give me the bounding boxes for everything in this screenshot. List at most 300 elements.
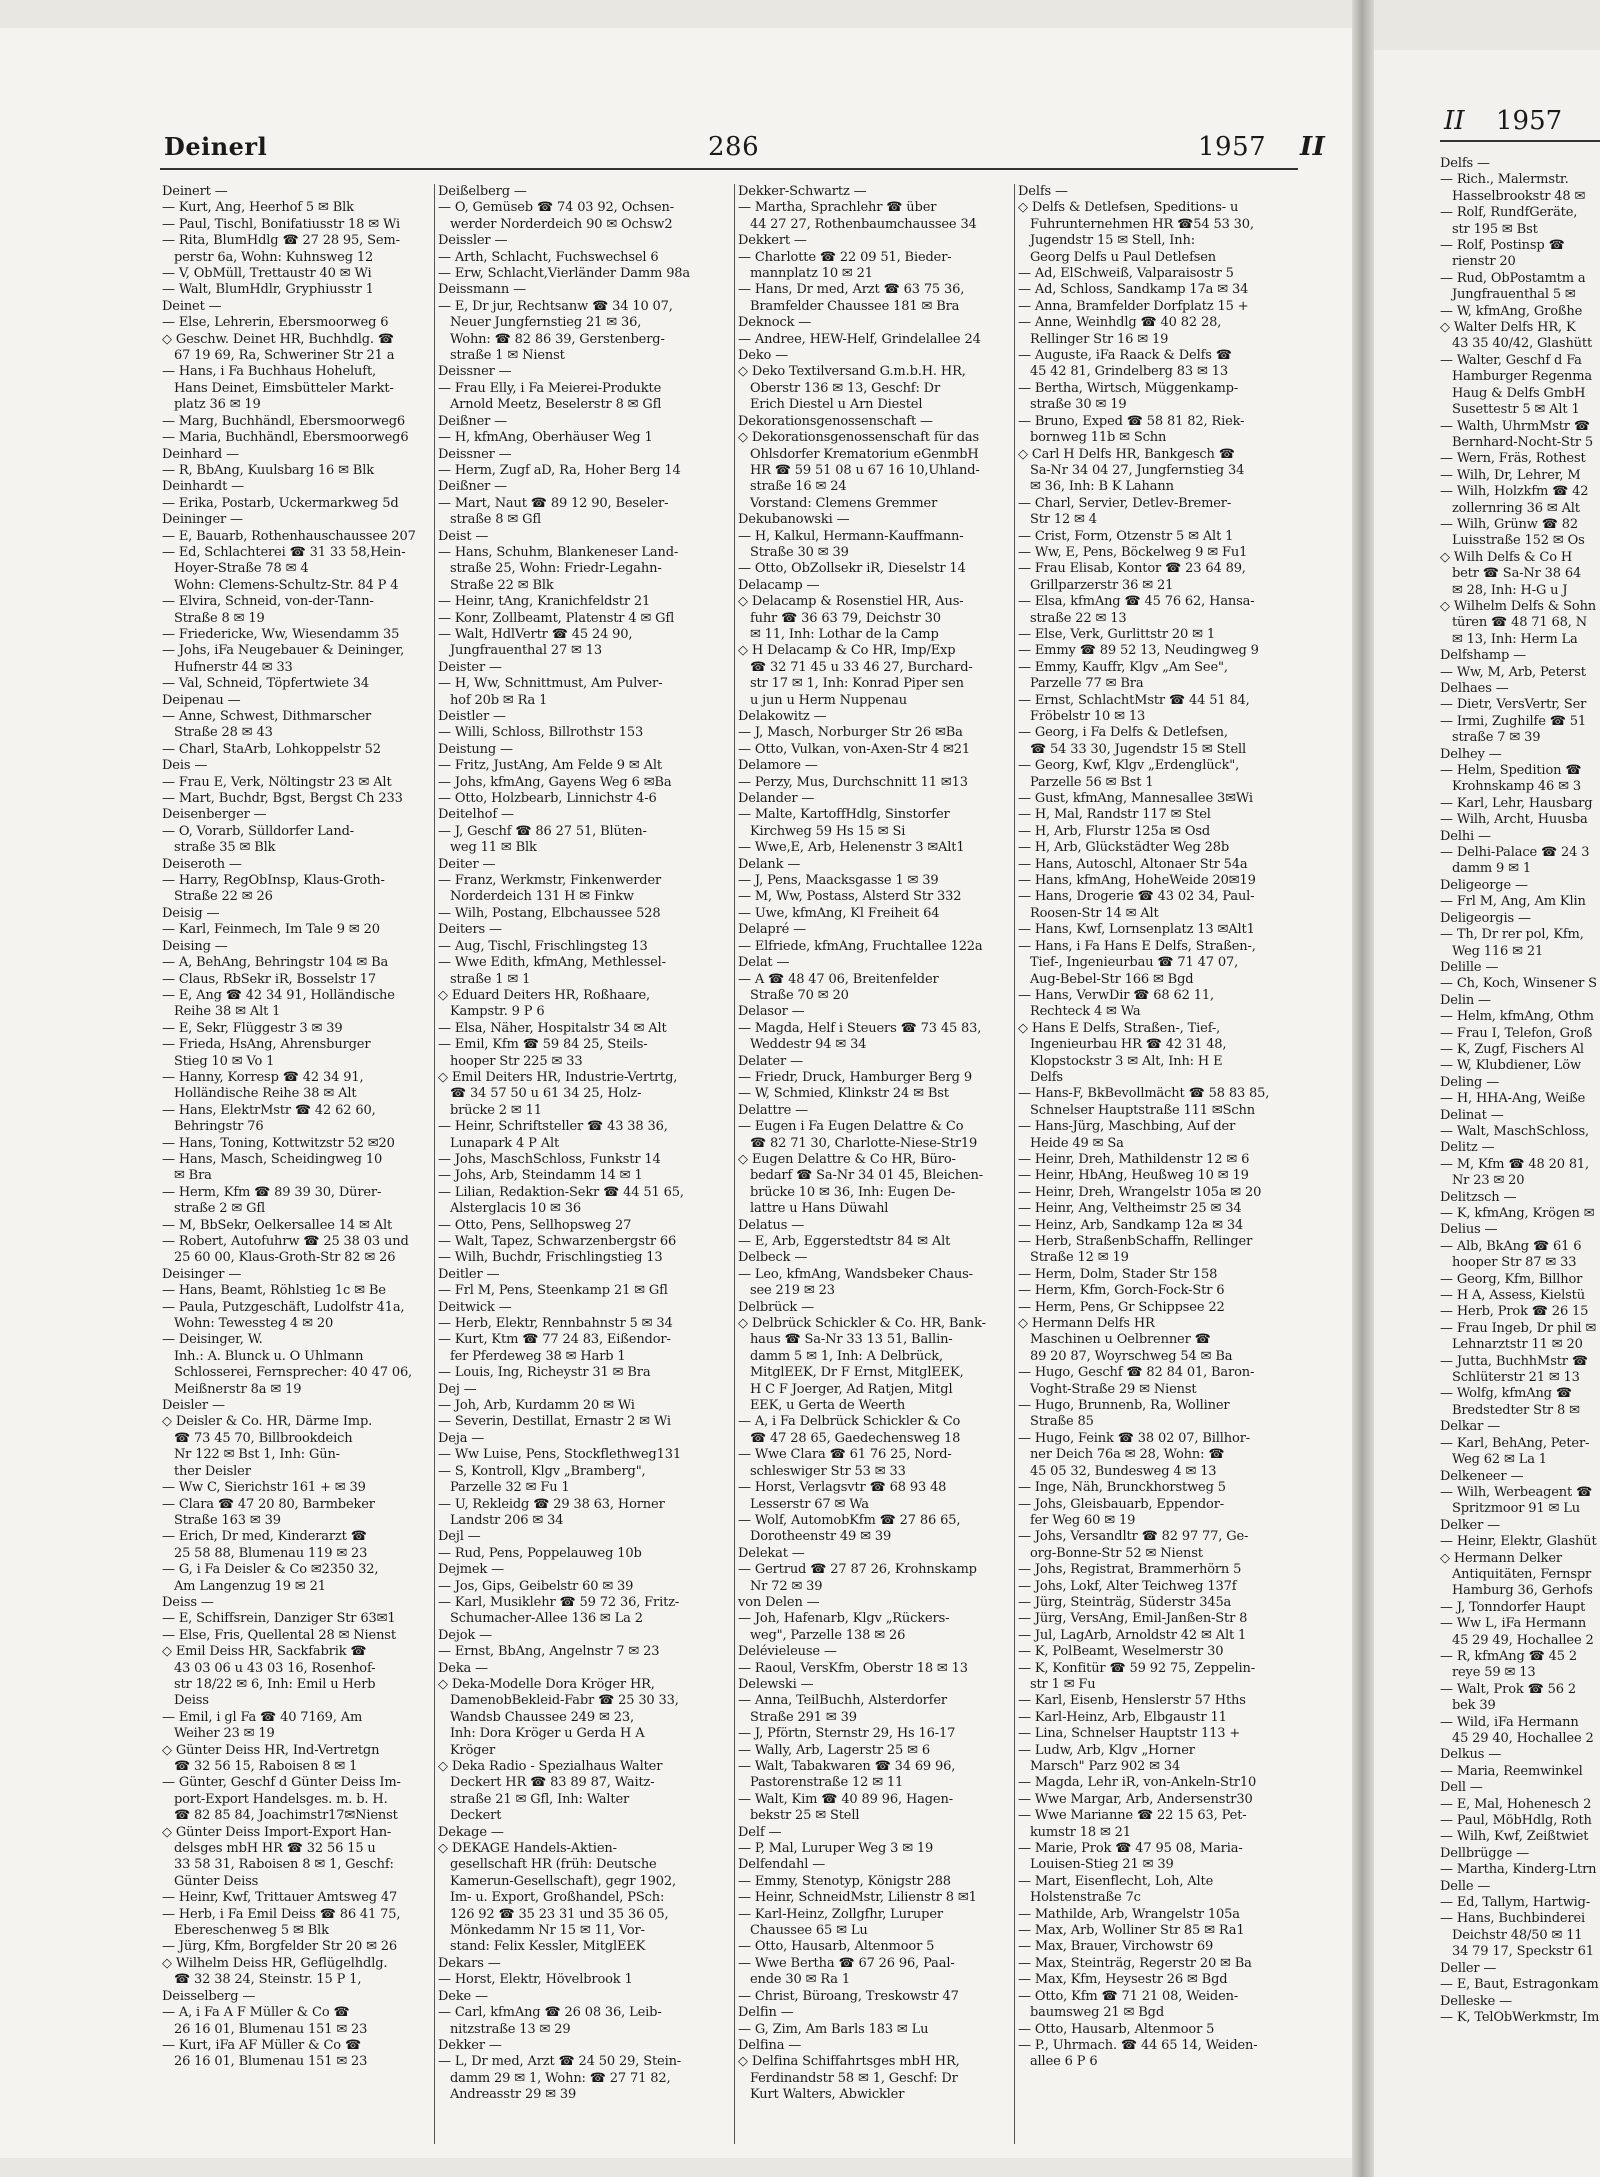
directory-entry-line: Delkar — [1440, 1419, 1501, 1435]
directory-entry-line: hooper Str 225 ✉ 33 [438, 1053, 583, 1069]
directory-entry-line: Deinet — [162, 298, 222, 314]
directory-entry-line: Hans Deinet, Eimsbütteler Markt- [162, 380, 394, 396]
directory-entry-line: str 1 ✉ Fu [1018, 1676, 1096, 1692]
directory-entry-line: — E, Dr jur, Rechtsanw ☎ 34 10 07, [438, 298, 673, 314]
directory-entry-line: — Jürg, VersAng, Emil-Janßen-Str 8 [1018, 1611, 1248, 1627]
directory-entry-line: Deligeorge — [1440, 877, 1528, 893]
directory-entry-line: — Walt, HdlVertr ☎ 45 24 90, [438, 626, 633, 642]
directory-entry-line: — Otto, Holzbearb, Linnichstr 4-6 [438, 791, 657, 807]
directory-entry-line: — Ww, M, Arb, Peterst [1440, 664, 1586, 680]
directory-entry-line: — A ☎ 48 47 06, Breitenfelder [738, 971, 939, 987]
page-number: 286 [708, 132, 760, 162]
directory-entry-line: — H, Arb, Flurstr 125a ✉ Osd [1018, 823, 1211, 839]
directory-entry-line: — Carl, kfmAng ☎ 26 08 36, Leib- [438, 2005, 662, 2021]
column-divider [734, 184, 735, 2144]
directory-entry-line: — E, Sekr, Flüggestr 3 ✉ 39 [162, 1020, 343, 1036]
directory-entry-line: ◇ Eduard Deiters HR, Roßhaare, [438, 987, 651, 1003]
directory-entry-line: ✉ 13, Inh: Herm La [1440, 631, 1578, 647]
directory-entry-line: Behringstr 76 [162, 1119, 264, 1135]
directory-entry-line: Delfs — [1018, 184, 1068, 199]
directory-entry-line: — Val, Schneid, Töpfertwiete 34 [162, 676, 370, 692]
directory-entry-line: — H, Kalkul, Hermann-Kauffmann- [738, 528, 964, 544]
directory-entry-line: — Heinz, Arb, Sandkamp 12a ✉ 34 [1018, 1217, 1244, 1233]
directory-entry-line: — Heinr, Schriftsteller ☎ 43 38 36, [438, 1119, 668, 1135]
directory-entry-line: ◇ Geschw. Deinet HR, Buchhdlg. ☎ [162, 331, 394, 347]
directory-entry-line: Deiseroth — [162, 856, 242, 872]
directory-entry-line: Delévieleuse — [738, 1644, 837, 1660]
directory-entry-line: — Ernst, SchlachtMstr ☎ 44 51 84, [1018, 692, 1250, 708]
directory-entry-line: straße 8 ✉ Gfl [438, 512, 541, 528]
directory-entry-line: — Ernst, BbAng, Angelnstr 7 ✉ 23 [438, 1644, 660, 1660]
directory-entry-line: perstr 6a, Wohn: Kuhnsweg 12 [162, 249, 374, 265]
directory-entry-line: Delbeck — [738, 1250, 808, 1266]
directory-entry-line: Delander — [738, 791, 815, 807]
directory-entry-line: Delhey — [1440, 746, 1502, 762]
directory-entry-line: — K, kfmAng, Krögen ✉ [1440, 1206, 1595, 1221]
directory-entry-line: — Mart, Eisenflecht, Loh, Alte [1018, 1873, 1214, 1889]
directory-entry-line: Dellbrügge — [1440, 1845, 1530, 1861]
directory-entry-line: 26 16 01, Blumenau 151 ✉ 23 [162, 2054, 368, 2070]
directory-entry-line: — Harry, RegObInsp, Klaus-Groth- [162, 873, 385, 889]
directory-entry-line: straße 2 ✉ Gfl [162, 1201, 265, 1217]
directory-entry-line: — Otto, ObZollsekr iR, Dieselstr 14 [738, 561, 966, 577]
directory-entry-line: see 219 ✉ 23 [738, 1283, 835, 1299]
directory-entry-line: — Frieda, HsAng, Ahrensburger [162, 1037, 371, 1053]
directory-entry-line: bornweg 11b ✉ Schn [1018, 430, 1167, 446]
directory-entry-line: Deisenberger — [162, 807, 267, 823]
directory-entry-line: Deistler — [438, 709, 506, 724]
directory-entry-line: Deling — [1440, 1074, 1500, 1090]
directory-entry-line: Wohn: Tewessteg 4 ✉ 20 [162, 1316, 334, 1332]
directory-entry-line: — H A, Assess, Kielstü [1440, 1288, 1585, 1304]
directory-entry-line: ☎ 32 56 15, Raboisen 8 ✉ 1 [162, 1759, 358, 1774]
directory-entry-line: Straße 70 ✉ 20 [738, 987, 849, 1003]
directory-entry-line: — Deisinger, W. [162, 1332, 263, 1348]
directory-entry-line: ☎ 32 71 45 u 33 46 27, Burchard- [738, 659, 973, 675]
directory-entry-line: Straße 22 ✉ Blk [438, 577, 554, 593]
directory-entry-line: — Else, Lehrerin, Ebersmoorweg 6 [162, 315, 389, 331]
directory-entry-line: — Hanny, Korresp ☎ 42 34 91, [162, 1069, 364, 1085]
directory-entry-line: — Joh, Arb, Kurdamm 20 ✉ Wi [438, 1398, 635, 1414]
directory-entry-line: — Wwe Marianne ☎ 22 15 63, Pet- [1018, 1808, 1247, 1824]
directory-entry-line: — Anna, TeilBuchh, Alsterdorfer [738, 1693, 947, 1709]
directory-entry-line: ☎ 47 28 65, Gaedechensweg 18 [738, 1430, 961, 1446]
directory-entry-line: — Herm, Pens, Gr Schippsee 22 [1018, 1299, 1225, 1315]
directory-entry-line: — Wilh, Kwf, Zeißtwiet [1440, 1829, 1589, 1845]
directory-entry-line: 45 29 40, Hochallee 2 [1440, 1731, 1594, 1746]
directory-entry-line: Dekorationsgenossenschaft — [738, 413, 933, 429]
directory-entry-line: — Hans, i Fa Buchhaus Hoheluft, [162, 364, 376, 380]
directory-entry-line: — Rolf, RundfGeräte, [1440, 205, 1578, 221]
directory-entry-line: Jungfrauenthal 27 ✉ 13 [438, 643, 603, 659]
directory-entry-line: 45 42 81, Grindelberg 83 ✉ 13 [1018, 364, 1228, 380]
directory-entry-line: — Max, Steinträg, Regerstr 20 ✉ Ba [1018, 1955, 1252, 1971]
directory-entry-line: — Karl, Musiklehr ☎ 59 72 36, Fritz- [438, 1594, 680, 1610]
directory-entry-line: — Horst, Elektr, Hövelbrook 1 [438, 1972, 633, 1988]
directory-entry-line: — Eugen i Fa Eugen Delattre & Co [738, 1119, 964, 1135]
directory-entry-line: — Lilian, Redaktion-Sekr ☎ 44 51 65, [438, 1184, 684, 1200]
directory-entry-line: — E, Bauarb, Rothenhauschaussee 207 [162, 528, 416, 544]
directory-entry-line: Delhaes — [1440, 681, 1509, 696]
directory-entry-line: — Marie, Prok ☎ 47 95 08, Maria- [1018, 1841, 1243, 1857]
directory-entry-line: — Crist, Form, Otzenstr 5 ✉ Alt 1 [1018, 528, 1234, 544]
directory-entry-line: Delille — [1440, 959, 1499, 975]
directory-entry-line: — Heinr, Elektr, Glashüt [1440, 1534, 1597, 1550]
directory-entry-line: haus ☎ Sa-Nr 33 13 51, Ballin- [738, 1332, 953, 1348]
directory-entry-line: Straße 163 ✉ 39 [162, 1512, 281, 1528]
directory-entry-line: — H, kfmAng, Oberhäuser Weg 1 [438, 430, 653, 446]
directory-entry-line: Delkeneer — [1440, 1468, 1524, 1484]
directory-column-3 [738, 184, 1006, 2144]
directory-entry-line: — Elvira, Schneid, von-der-Tann- [162, 594, 374, 610]
directory-entry-line: — Elfriede, kfmAng, Fruchtallee 122a [738, 938, 983, 954]
directory-entry-line: Lunapark 4 P Alt [438, 1135, 560, 1151]
directory-entry-line: Vorstand: Clemens Gremmer [738, 495, 938, 511]
directory-column-2 [438, 184, 706, 2144]
directory-entry-line: — Wwe,E, Arb, Helenenstr 3 ✉Alt1 [738, 840, 965, 856]
directory-entry-line: ther Deisler [162, 1463, 251, 1479]
directory-entry-line: — Max, Arb, Wolliner Str 85 ✉ Ra1 [1018, 1923, 1245, 1939]
directory-entry-line: — Max, Brauer, Virchowstr 69 [1018, 1939, 1214, 1955]
directory-entry-line: — Rud, ObPostamtm a [1440, 270, 1586, 286]
directory-entry-line: — Elsa, kfmAng ☎ 45 76 62, Hansa- [1018, 594, 1255, 610]
directory-entry-line: — Helm, Spedition ☎ [1440, 763, 1582, 779]
directory-page-right [1374, 50, 1600, 2177]
directory-entry-line: ✉ 36, Inh: B K Lahann [1018, 479, 1174, 495]
directory-entry-line: — Wilh, Dr, Lehrer, M [1440, 467, 1581, 483]
directory-entry-line: — Hugo, Geschf ☎ 82 84 01, Baron- [1018, 1365, 1255, 1381]
column-divider [434, 184, 435, 2144]
directory-entry-line: — Karl, BehAng, Peter- [1440, 1435, 1590, 1451]
directory-entry-line: — Leo, kfmAng, Wandsbeker Chaus- [738, 1266, 973, 1282]
directory-entry-line: — Wwe Clara ☎ 61 76 25, Nord- [738, 1447, 952, 1463]
directory-entry-line: — Heinr, Dreh, Mathildenstr 12 ✉ 6 [1018, 1151, 1250, 1167]
directory-entry-line: — J, Masch, Norburger Str 26 ✉Ba [738, 725, 963, 741]
directory-entry-line: — M, Kfm ☎ 48 20 81, [1440, 1156, 1590, 1172]
directory-entry-line: — Ww, E, Pens, Böckelweg 9 ✉ Fu1 [1018, 544, 1248, 560]
directory-entry-line: Deknock — [738, 315, 812, 331]
directory-entry-line: hooper Str 87 ✉ 33 [1440, 1255, 1577, 1271]
directory-entry-line: — Gust, kfmAng, Mannesallee 3✉Wi [1018, 791, 1253, 807]
directory-entry-line: Günter Deiss [162, 1873, 259, 1889]
directory-entry-line: Delfin — [738, 2005, 794, 2021]
directory-entry-line: — Franz, Werkmstr, Finkenwerder [438, 873, 662, 889]
directory-entry-line: Ingenieurbau HR ☎ 42 31 48, [1018, 1037, 1227, 1053]
directory-entry-line: damm 29 ✉ 1, Wohn: ☎ 27 71 82, [438, 2070, 671, 2086]
directory-entry-line: hof 20b ✉ Ra 1 [438, 692, 548, 708]
directory-entry-line: — Rud, Pens, Poppelauweg 10b [438, 1545, 642, 1561]
directory-entry-line: — Jutta, BuchhMstr ☎ [1440, 1353, 1588, 1369]
directory-entry-line: Alsterglacis 10 ✉ 36 [438, 1201, 582, 1217]
directory-entry-line: Landstr 206 ✉ 34 [438, 1512, 564, 1528]
directory-entry-line: straße 16 ✉ 24 [738, 479, 847, 495]
directory-entry-line: Delatus — [738, 1217, 805, 1233]
directory-entry-line: Delleske — [1440, 1993, 1512, 2009]
directory-entry-line: Delat — [738, 955, 790, 971]
directory-entry-line: ◇ Hermann Delfs HR [1018, 1316, 1155, 1332]
directory-entry-line: Delacamp — [738, 577, 820, 593]
directory-entry-line: — Frau Elisab, Kontor ☎ 23 64 89, [1018, 561, 1246, 577]
directory-entry-line: — Ludw, Arb, Klgv „Horner [1018, 1742, 1195, 1758]
directory-entry-line: Kamerun-Gesellschaft), gegr 1902, [438, 1873, 676, 1889]
directory-entry-line: 67 19 69, Ra, Schweriner Str 21 a [162, 348, 395, 364]
directory-entry-line: Schumacher-Allee 136 ✉ La 2 [438, 1611, 643, 1627]
directory-entry-line: ◇ Deko Textilversand G.m.b.H. HR, [738, 364, 966, 380]
directory-entry-line: — Walter, Geschf d Fa [1440, 352, 1582, 368]
directory-entry-line: von Delen — [738, 1594, 820, 1610]
directory-entry-line: — Maria, Reemwinkel [1440, 1763, 1583, 1779]
directory-entry-line: brücke 2 ✉ 11 [438, 1102, 542, 1118]
directory-entry-line: reye 59 ✉ 13 [1440, 1665, 1536, 1681]
directory-entry-line: — Erika, Postarb, Uckermarkweg 5d [162, 495, 399, 511]
directory-entry-line: Delater — [738, 1053, 803, 1069]
running-head-volume: II [1300, 132, 1326, 162]
directory-entry-line: — Karl-Heinz, Arb, Elbgaustr 11 [1018, 1709, 1227, 1725]
directory-entry-line: Straße 12 ✉ 19 [1018, 1250, 1129, 1266]
directory-entry-line: — Johs, MaschSchloss, Funkstr 14 [438, 1151, 661, 1167]
directory-entry-line: 43 35 40/42, Glashütt [1440, 336, 1593, 352]
directory-entry-line: — Johs, iFa Neugebauer & Deininger, [162, 643, 405, 659]
column-divider [1014, 184, 1015, 2144]
directory-entry-line: — Paul, Tischl, Bonifatiusstr 18 ✉ Wi [162, 216, 400, 232]
directory-entry-line: — Hans-Jürg, Maschbing, Auf der [1018, 1119, 1236, 1135]
directory-entry-line: — Hans, Buchbinderei [1440, 1911, 1586, 1927]
directory-entry-line: — H, HHA-Ang, Weiße [1440, 1091, 1586, 1107]
directory-entry-line: ◇ Emil Deiss HR, Sackfabrik ☎ [162, 1644, 367, 1660]
directory-entry-line: — Ch, Koch, Winsener S [1440, 976, 1597, 992]
directory-entry-line: Straße 291 ✉ 39 [738, 1709, 857, 1725]
directory-entry-line: — Emil, i gl Fa ☎ 40 7169, Am [162, 1709, 363, 1725]
directory-entry-line: — E, Baut, Estragonkam [1440, 1977, 1599, 1993]
directory-entry-line: Deke — [438, 1988, 488, 2004]
directory-entry-line: — Walth, UhrmMstr ☎ [1440, 418, 1590, 434]
directory-entry-line: — Louis, Ing, Richeystr 31 ✉ Bra [438, 1365, 651, 1381]
directory-entry-line: — Otto, Kfm ☎ 71 21 08, Weiden- [1018, 1988, 1239, 2004]
directory-entry-line: — Otto, Vulkan, von-Axen-Str 4 ✉21 [738, 741, 971, 757]
directory-entry-line: — Karl-Heinz, Zollgfhr, Luruper [738, 1906, 943, 1922]
directory-entry-line: Bramfelder Chaussee 181 ✉ Bra [738, 298, 960, 314]
directory-entry-line: Aug-Bebel-Str 166 ✉ Bgd [1018, 971, 1194, 987]
directory-entry-line: — Friedr, Druck, Hamburger Berg 9 [738, 1069, 972, 1085]
directory-entry-line: Klopstockstr 3 ✉ Alt, Inh: H E [1018, 1053, 1223, 1069]
directory-entry-line: Deckert [438, 1808, 502, 1824]
directory-entry-line: 45 29 49, Hochallee 2 [1440, 1632, 1594, 1648]
directory-entry-line: — W, kfmAng, Großhe [1440, 303, 1583, 319]
directory-entry-line: ◇ Eugen Delattre & Co HR, Büro- [738, 1151, 956, 1167]
directory-entry-line: zollernring 36 ✉ Alt [1440, 500, 1580, 516]
directory-entry-line: — Th, Dr rer pol, Kfm, [1440, 927, 1584, 943]
directory-entry-line: Lesserstr 67 ✉ Wa [738, 1496, 869, 1512]
directory-entry-line: Antiquitäten, Fernspr [1440, 1566, 1592, 1582]
directory-entry-line: Deitelhof — [438, 807, 514, 823]
directory-entry-line: Dejl — [438, 1529, 481, 1545]
directory-entry-line: — M, Ww, Postass, Alsterd Str 332 [738, 889, 962, 905]
directory-entry-line: — Martha, Kinderg-Ltrn [1440, 1862, 1597, 1878]
directory-entry-line: str 17 ✉ 1, Inh: Konrad Piper sen [738, 676, 964, 692]
directory-entry-line: — Ed, Tallym, Hartwig- [1440, 1895, 1591, 1911]
directory-entry-line: Kröger [438, 1742, 496, 1758]
directory-entry-line: bedarf ☎ Sa-Nr 34 01 45, Bleichen- [738, 1168, 984, 1184]
directory-entry-line: ◇ H Delacamp & Co HR, Imp/Exp [738, 643, 956, 659]
directory-entry-line: — Jos, Gips, Geibelstr 60 ✉ 39 [438, 1578, 634, 1594]
directory-entry-line: straße 7 ✉ 39 [1440, 730, 1541, 746]
directory-entry-line: — Hans, Beamt, Röhlstieg 1c ✉ Be [162, 1283, 386, 1299]
directory-entry-line: straße 21 ✉ Gfl, Inh: Walter [438, 1791, 630, 1807]
directory-entry-line: Mönkedamm Nr 15 ✉ 11, Vor- [438, 1923, 645, 1939]
directory-entry-line: Deist — [438, 528, 489, 544]
directory-entry-line: Parzelle 56 ✉ Bst 1 [1018, 774, 1154, 790]
directory-entry-line: ◇ Wilhelm Deiss HR, Geflügelhdlg. [162, 1955, 388, 1971]
directory-entry-line: — Wilh, Werbeagent ☎ [1440, 1484, 1593, 1500]
directory-entry-line: Straße 85 [1018, 1414, 1094, 1430]
directory-column-1 [162, 184, 430, 2144]
directory-entry-line: — Wolfg, kfmAng ☎ [1440, 1386, 1572, 1402]
directory-entry-line: 34 79 17, Speckstr 61 [1440, 1944, 1594, 1960]
directory-entry-line: Deka — [438, 1660, 488, 1676]
directory-entry-line: — Else, Fris, Quellental 28 ✉ Nienst [162, 1627, 396, 1643]
directory-entry-line: — Friedericke, Ww, Wiesendamm 35 [162, 626, 400, 642]
directory-entry-line: Wandsb Chaussee 249 ✉ 23, [438, 1709, 634, 1725]
directory-entry-line: — Walt, MaschSchloss, [1440, 1123, 1590, 1139]
directory-entry-line: — Herb, Elektr, Rennbahnstr 5 ✉ 34 [438, 1316, 673, 1332]
directory-entry-line: — Johs, Versandltr ☎ 82 97 77, Ge- [1018, 1529, 1249, 1545]
directory-entry-line: Deisselberg — [162, 1988, 256, 2004]
directory-entry-line: — W, Klubdiener, Löw [1440, 1058, 1581, 1074]
directory-entry-line: Deichstr 48/50 ✉ 11 [1440, 1927, 1583, 1943]
directory-entry-line: Deligeorgis — [1440, 910, 1531, 926]
directory-entry-line: Bernhard-Nocht-Str 5 [1440, 434, 1594, 450]
directory-entry-line: Deising — [162, 938, 228, 954]
directory-entry-line: platz 36 ✉ 19 [162, 397, 261, 413]
directory-entry-line: Luisstraße 152 ✉ Os [1440, 533, 1585, 549]
directory-entry-line: ◇ DEKAGE Handels-Aktien- [438, 1841, 617, 1857]
directory-entry-line: ende 30 ✉ Ra 1 [738, 1972, 850, 1988]
directory-entry-line: — Frau Ingeb, Dr phil ✉ [1440, 1320, 1597, 1336]
directory-entry-line: straße 25, Wohn: Friedr-Legahn- [438, 561, 662, 577]
directory-entry-line: — H, Mal, Randstr 117 ✉ Stel [1018, 807, 1211, 823]
directory-entry-line: — P, Mal, Luruper Weg 3 ✉ 19 [738, 1841, 934, 1857]
directory-entry-line: ◇ Walter Delfs HR, K [1440, 320, 1576, 336]
directory-entry-line: port-Export Handelsges. m. b. H. [162, 1791, 388, 1807]
directory-entry-line: — Hans, i Fa Hans E Delfs, Straßen-, [1018, 938, 1256, 954]
directory-page-left [0, 28, 1354, 2158]
directory-entry-line: — Joh, Hafenarb, Klgv „Rückers- [738, 1611, 950, 1627]
directory-entry-line: gesellschaft HR (früh: Deutsche [438, 1857, 657, 1873]
directory-entry-line: — Emmy ☎ 89 52 13, Neudingweg 9 [1018, 643, 1259, 659]
directory-entry-line: — Andree, HEW-Helf, Grindelallee 24 [738, 331, 981, 347]
directory-entry-line: — P., Uhrmach. ☎ 44 65 14, Weiden- [1018, 2037, 1258, 2053]
directory-entry-line: Delker — [1440, 1517, 1500, 1533]
directory-entry-line: betr ☎ Sa-Nr 38 64 [1440, 566, 1582, 582]
directory-entry-line: Deller — [1440, 1960, 1497, 1976]
directory-entry-line: Delkus — [1440, 1747, 1502, 1763]
directory-entry-line: Oberstr 136 ✉ 13, Geschf: Dr [738, 380, 941, 396]
directory-entry-line: Neuer Jungfernstieg 21 ✉ 36, [438, 315, 642, 331]
book-spine-gutter [1352, 0, 1374, 2177]
directory-entry-line: — Heinr, HbAng, Heußweg 10 ✉ 19 [1018, 1168, 1249, 1184]
directory-entry-line: 43 03 06 u 43 03 16, Rosenhof- [162, 1660, 376, 1676]
directory-entry-line: Delasor — [738, 1004, 805, 1020]
directory-entry-line: Ferdinandstr 58 ✉ 1, Geschf: Dr [738, 2070, 958, 2086]
directory-entry-line: Delank — [738, 856, 801, 872]
directory-entry-line: H C F Joerger, Ad Ratjen, Mitgl [738, 1381, 953, 1397]
directory-entry-line: Delfshamp — [1440, 648, 1527, 664]
directory-entry-line: Delamore — [738, 758, 818, 774]
directory-entry-line: — Magda, Lehr iR, von-Ankeln-Str10 [1018, 1775, 1257, 1791]
directory-entry-line: — Wilh, Holzkfm ☎ 42 [1440, 484, 1589, 500]
directory-entry-line: — J, Pens, Maacksgasse 1 ✉ 39 [738, 873, 939, 889]
directory-entry-line: — Walt, BlumHdlr, Gryphiusstr 1 [162, 282, 374, 298]
directory-entry-line: — O, Vorarb, Sülldorfer Land- [162, 823, 355, 839]
directory-entry-line: Delakowitz — [738, 709, 827, 724]
directory-entry-line: — Hans, Autoschl, Altonaer Str 54a [1018, 856, 1248, 872]
directory-entry-line: — Jul, LagArb, Arnoldstr 42 ✉ Alt 1 [1018, 1627, 1247, 1643]
directory-entry-line: — Charlotte ☎ 22 09 51, Bieder- [738, 249, 952, 265]
directory-entry-line: — Mart, Naut ☎ 89 12 90, Beseler- [438, 495, 669, 511]
directory-entry-line: brücke 10 ✉ 36, Inh: Eugen De- [738, 1184, 956, 1200]
directory-entry-line: Lehnarztstr 11 ✉ 20 [1440, 1337, 1583, 1353]
directory-entry-line: Delius — [1440, 1222, 1498, 1238]
directory-entry-line: ◇ Dekorationsgenossenschaft für das [738, 430, 980, 446]
directory-entry-line: — Max, Kfm, Heysestr 26 ✉ Bgd [1018, 1972, 1228, 1988]
directory-entry-line: Deinhardt — [162, 479, 245, 495]
directory-entry-line: Deininger — [162, 512, 243, 528]
directory-entry-line: ☎ 73 45 70, Billbrookdeich [162, 1430, 353, 1446]
directory-entry-line: — Herb, StraßenbSchaffn, Rellinger [1018, 1234, 1253, 1249]
directory-entry-line: ☎ 34 57 50 u 61 34 25, Holz- [438, 1086, 642, 1102]
directory-entry-line: Kurt Walters, Abwickler [738, 2087, 905, 2103]
directory-entry-line: — Claus, RbSekr iR, Bosselstr 17 [162, 971, 376, 987]
directory-entry-line: Weg 62 ✉ La 1 [1440, 1452, 1547, 1468]
directory-entry-line: org-Bonne-Str 52 ✉ Nienst [1018, 1545, 1203, 1561]
directory-entry-line: Deckert HR ☎ 83 89 87, Waitz- [438, 1775, 655, 1791]
directory-entry-line: 126 92 ☎ 35 23 31 und 35 36 05, [438, 1906, 669, 1922]
directory-entry-line: — Frl M, Pens, Steenkamp 21 ✉ Gfl [438, 1283, 668, 1299]
directory-entry-line: Parzelle 77 ✉ Bra [1018, 676, 1144, 692]
directory-entry-line: ◇ Delfs & Detlefsen, Speditions- u [1018, 200, 1239, 216]
directory-entry-line: — Rich., Malermstr. [1440, 172, 1569, 188]
directory-entry-line: Deisler — [162, 1398, 225, 1414]
directory-entry-line: — S, Kontroll, Klgv „Bramberg", [438, 1463, 646, 1479]
directory-entry-line: Dejok — [438, 1627, 492, 1643]
directory-entry-line: Delle — [1440, 1878, 1491, 1894]
directory-entry-line: — Frau Elly, i Fa Meierei-Produkte [438, 380, 662, 396]
directory-entry-line: ☎ 82 85 84, Joachimstr17✉Nienst [162, 1808, 398, 1824]
directory-entry-line: — Hans, VerwDir ☎ 68 62 11, [1018, 987, 1214, 1003]
directory-entry-line: — Hans, Masch, Scheidingweg 10 [162, 1151, 383, 1167]
directory-entry-line: Jugendstr 15 ✉ Stell, Inh: [1018, 233, 1195, 249]
directory-entry-line: — H, Arb, Glückstädter Weg 28b [1018, 840, 1230, 856]
directory-entry-line: werder Norderdeich 90 ✉ Ochsw2 [438, 216, 673, 232]
directory-entry-line: ☎ 32 38 24, Steinstr. 15 P 1, [162, 1972, 362, 1988]
directory-entry-line: Straße 8 ✉ 19 [162, 610, 265, 626]
directory-entry-line: Delfs — [1440, 156, 1490, 171]
directory-entry-line: 26 16 01, Blumenau 151 ✉ 23 [162, 2021, 368, 2037]
directory-entry-line: Hoyer-Straße 78 ✉ 4 [162, 561, 309, 577]
directory-entry-line: straße 1 ✉ 1 [438, 971, 531, 987]
directory-entry-line: — Hans, Drogerie ☎ 43 02 34, Paul- [1018, 889, 1255, 905]
directory-entry-line: Delf — [738, 1824, 782, 1840]
directory-entry-line: — Emil, Kfm ☎ 59 84 25, Steils- [438, 1037, 648, 1053]
directory-entry-line: — J, Pförtn, Sternstr 29, Hs 16-17 [738, 1726, 956, 1742]
directory-entry-line: — Dietr, VersVertr, Ser [1440, 697, 1587, 713]
directory-entry-line: — Herm, Kfm ☎ 89 39 30, Dürer- [162, 1184, 382, 1200]
directory-entry-line: — Hans, ElektrMstr ☎ 42 62 60, [162, 1102, 376, 1118]
directory-entry-line: Deißner — [438, 413, 508, 429]
directory-entry-line: Reihe 38 ✉ Alt 1 [162, 1004, 281, 1020]
directory-entry-line: str 195 ✉ Bst [1440, 221, 1538, 237]
directory-entry-line: Maschinen u Oelbrenner ☎ [1018, 1332, 1211, 1348]
